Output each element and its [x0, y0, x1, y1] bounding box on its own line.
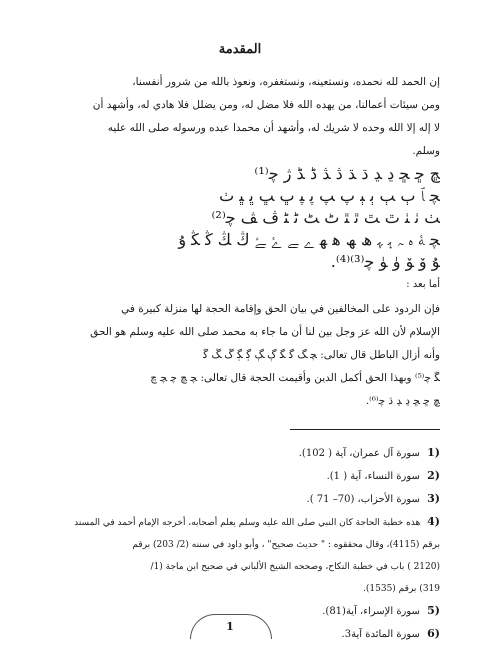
footnote-number: (1 — [427, 446, 440, 459]
footnote-text: سورة آل عمران، آية ( 102). — [298, 448, 420, 459]
body-line-4: ﮝ ﭼ⁽⁵⁾ وبهذا الحق أكمل الدين وأقيمت الحجة قال تعالى: ﭽ ﭻ ﭼ ﭽ ﭾ — [150, 372, 440, 384]
verse-row-5: ﯘ ﯙ ﯚ ﯛ ﯜ ﭼ⁽³⁾⁽⁴⁾. — [330, 252, 440, 271]
footnote-3 — [40, 488, 440, 511]
footnote-number: (4 — [427, 515, 440, 528]
footnote-4 — [40, 511, 440, 600]
footnote-number: (6 — [427, 627, 440, 640]
footnote-number: (5 — [427, 604, 440, 617]
verse-row-2: ﭽ ﭑ ﭒ ﭓ ﭔ ﭕ ﭖ ﭗ ﭘ ﭙ ﭚ ﭛ ﭜ ﭝ ﭞ — [219, 186, 440, 205]
footnote-text: سورة الإسراء، آية(81). — [322, 606, 420, 617]
page-number: 1 — [226, 620, 234, 633]
intro-line-1: إن الحمد لله نحمده، ونستعينه، ونستغفره، ونعوذ بالله من شرور أنفسنا، — [132, 76, 440, 88]
footnote-4-line-3: (2120 ) باب في خطبة النكاح، وصححه الشيخ الألباني في صحيح ابن ماجة (1/ — [150, 562, 440, 572]
footnote-text: سورة النساء، آية ( 1). — [326, 471, 420, 482]
footnote-number: (2 — [427, 469, 440, 482]
body-line-1: فإن الردود على المخالفين في بيان الحق وإقامة الحجة لها منزلة كبيرة في — [121, 303, 440, 315]
amma-heading: أما بعد : — [406, 279, 440, 290]
footnote-divider — [290, 429, 440, 430]
intro-line-3: لا إله إلا الله وحده لا شريك له، وأشهد أن محمدا عبده ورسوله صلى الله عليه — [107, 122, 440, 134]
footnote-2 — [40, 465, 440, 488]
page-title: المقدمة — [218, 42, 262, 57]
verse-block — [40, 163, 440, 273]
intro-line-4: وسلم. — [412, 145, 440, 157]
verse-row-3: ﭟ ﭠ ﭡ ﭢ ﭣ ﭤ ﭥ ﭦ ﭧ ﭨ ﭩ ﭪ ﭫ ﭼ⁽²⁾ — [211, 208, 440, 227]
footnote-text: سورة المائدة آية3. — [341, 629, 420, 640]
document-page — [40, 30, 440, 640]
verse-row-1: ﭿ ﮀ ﮁ ﮂ ﮃ ﮄ ﮅ ﮆ ﮇ ﮈ ﮉ ﮊ ﭼ⁽¹⁾ — [254, 164, 440, 183]
body-line-3: وأنه أزال الباطل قال تعالى: ﭽ ﮓ ﮔ ﮕ ﮖ ﮗ ﮘ ﮙ ﮚ ﮛ ﮜ — [203, 349, 440, 361]
intro-line-2: ومن سيئات أعمالنا، من يهده الله فلا مضل له، ومن يضلل فلا هادي له، وأشهد أن — [92, 99, 440, 111]
footnote-4-line-1 — [40, 511, 440, 534]
intro-paragraph — [40, 71, 440, 163]
footnote-text: سورة الأحزاب، (70– 71 ). — [306, 494, 420, 505]
body-paragraph — [40, 298, 440, 413]
footnote-text: هذه خطبة الحاجة كان النبي صلى الله عليه وسلم يعلم أصحابه، أخرجه الإمام أحمد في المسند — [74, 518, 421, 528]
body-line-5: ﭿ ﮀ ﮁ ﮂ ﮃ ﮄ ﭼ⁽⁶⁾. — [365, 395, 440, 407]
footnote-1 — [40, 442, 440, 465]
body-line-2: الإسلام لأن الله عز وجل بين لنا أن ما جاء به محمد صلى الله عليه وسلم هو الحق — [90, 326, 440, 338]
page-footer — [0, 612, 480, 640]
footnote-number: (3 — [427, 492, 440, 505]
footnote-4-line-2: برقم (4115)، وقال محققوه : " حديث صحيح" ، وأبو داود في سننه (2/ 203) برقم — [132, 540, 440, 550]
verse-row-4: ﭽ ﮥ ﮦ ﮧ ﮨ ﮩ ﮪ ﮫ ﮬ ﮭ ﮮ ﮯ ﮰ ﮱ ﯓ ﯔ ﯕ ﯖ ﯗ — [178, 230, 440, 249]
footnote-4-line-4: 319) برقم (1535). — [363, 584, 440, 594]
